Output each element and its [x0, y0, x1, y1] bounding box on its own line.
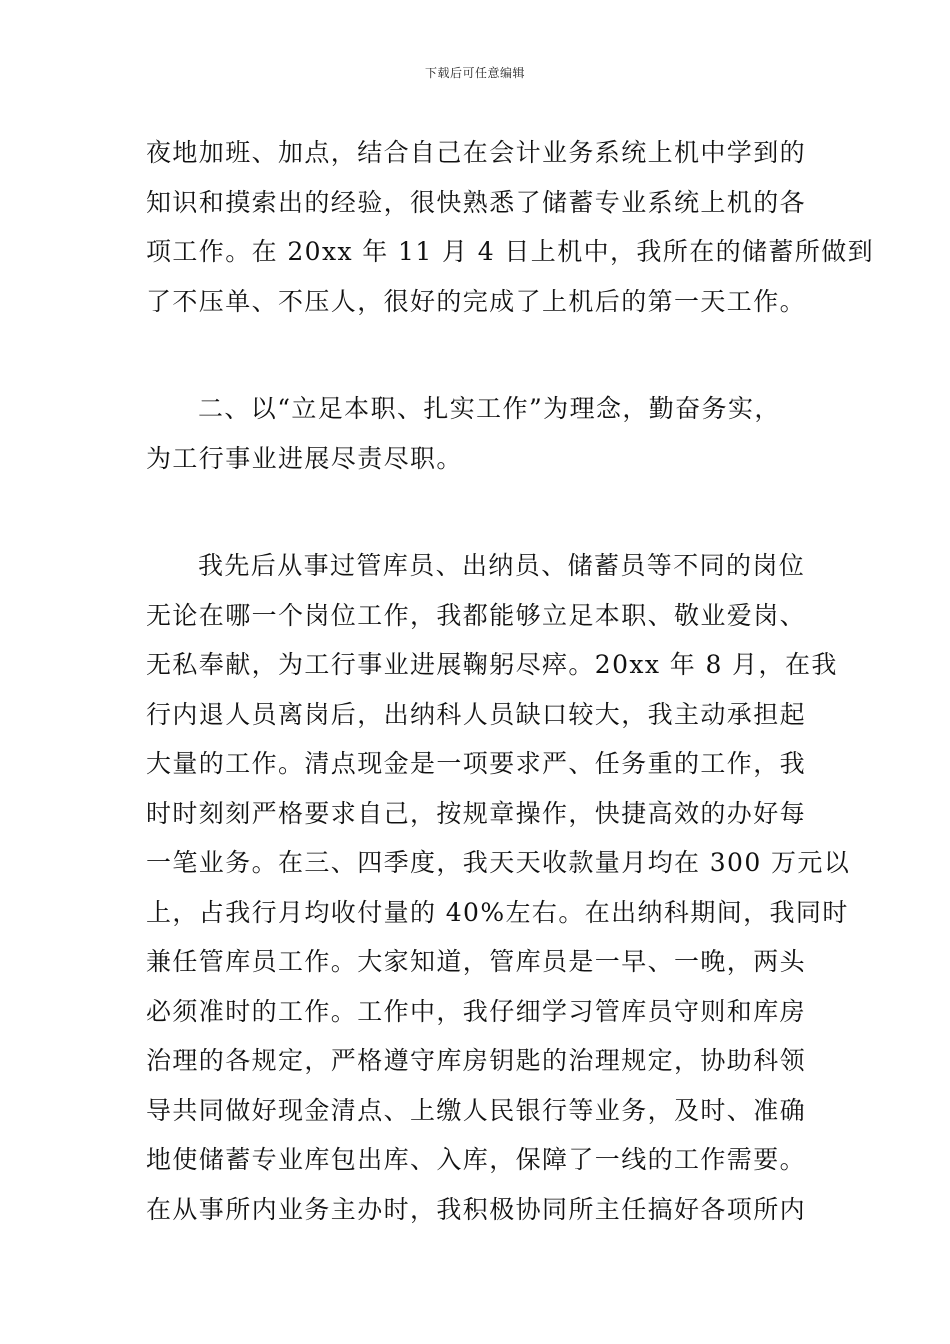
- paragraph-line: 时时刻刻严格要求自己，按规章操作，快捷高效的办好每: [146, 798, 807, 828]
- paragraph-line: 大量的工作。清点现金是一项要求严、任务重的工作，我: [146, 749, 807, 778]
- paragraph-2: [146, 384, 810, 483]
- paragraph-spacer: [146, 326, 810, 384]
- paragraph-line: 知识和摸索出的经验，很快熟悉了储蓄专业系统上机的各: [146, 187, 807, 217]
- paragraph-line: 为工行事业进展尽责尽职。: [146, 443, 463, 473]
- paragraph-line: 治理的各规定，严格遵守库房钥匙的治理规定，协助科领: [146, 1046, 807, 1075]
- paragraph-3: [146, 541, 851, 1234]
- paragraph-line: 无论在哪一个岗位工作，我都能够立足本职、敬业爱岗、: [146, 600, 807, 630]
- paragraph-spacer: [146, 483, 810, 541]
- paragraph-line: 一笔业务。在三、四季度，我天天收款量月均在 300 万元以: [146, 848, 851, 877]
- paragraph-line: 无私奉献，为工行事业进展鞠躬尽瘁。20xx 年 8 月，在我: [146, 650, 838, 679]
- paragraph-line: 在从事所内业务主办时，我积极协同所主任搞好各项所内: [146, 1194, 807, 1224]
- paragraph-line: 地使储蓄专业库包出库、入库，保障了一线的工作需要。: [146, 1145, 807, 1174]
- paragraph-line: 必须准时的工作。工作中，我仔细学习管库员守则和库房: [146, 996, 807, 1026]
- paragraph-line: 导共同做好现金清点、上缴人民银行等业务，及时、准确: [146, 1095, 807, 1125]
- paragraph-line: 二、以“立足本职、扎实工作”为理念，勤奋务实，: [198, 394, 781, 423]
- paragraph-line: 项工作。在 20xx 年 11 月 4 日上机中，我所在的储蓄所做到: [146, 237, 875, 266]
- paragraph-1: [146, 128, 875, 326]
- page-header-note: 下载后可任意编辑: [424, 66, 525, 80]
- paragraph-line: 了不压单、不压人，很好的完成了上机后的第一天工作。: [146, 286, 807, 316]
- paragraph-line: 兼任管库员工作。大家知道，管库员是一早、一晚，两头: [146, 947, 807, 976]
- paragraph-line: 上，占我行月均收付量的 40%左右。在出纳科期间，我同时: [146, 897, 849, 927]
- paragraph-line: 夜地加班、加点，结合自己在会计业务系统上机中学到的: [146, 138, 807, 167]
- paragraph-line: 行内退人员离岗后，出纳科人员缺口较大，我主动承担起: [146, 699, 807, 729]
- document-body: [146, 128, 875, 1234]
- paragraph-line: 我先后从事过管库员、出纳员、储蓄员等不同的岗位: [198, 551, 806, 580]
